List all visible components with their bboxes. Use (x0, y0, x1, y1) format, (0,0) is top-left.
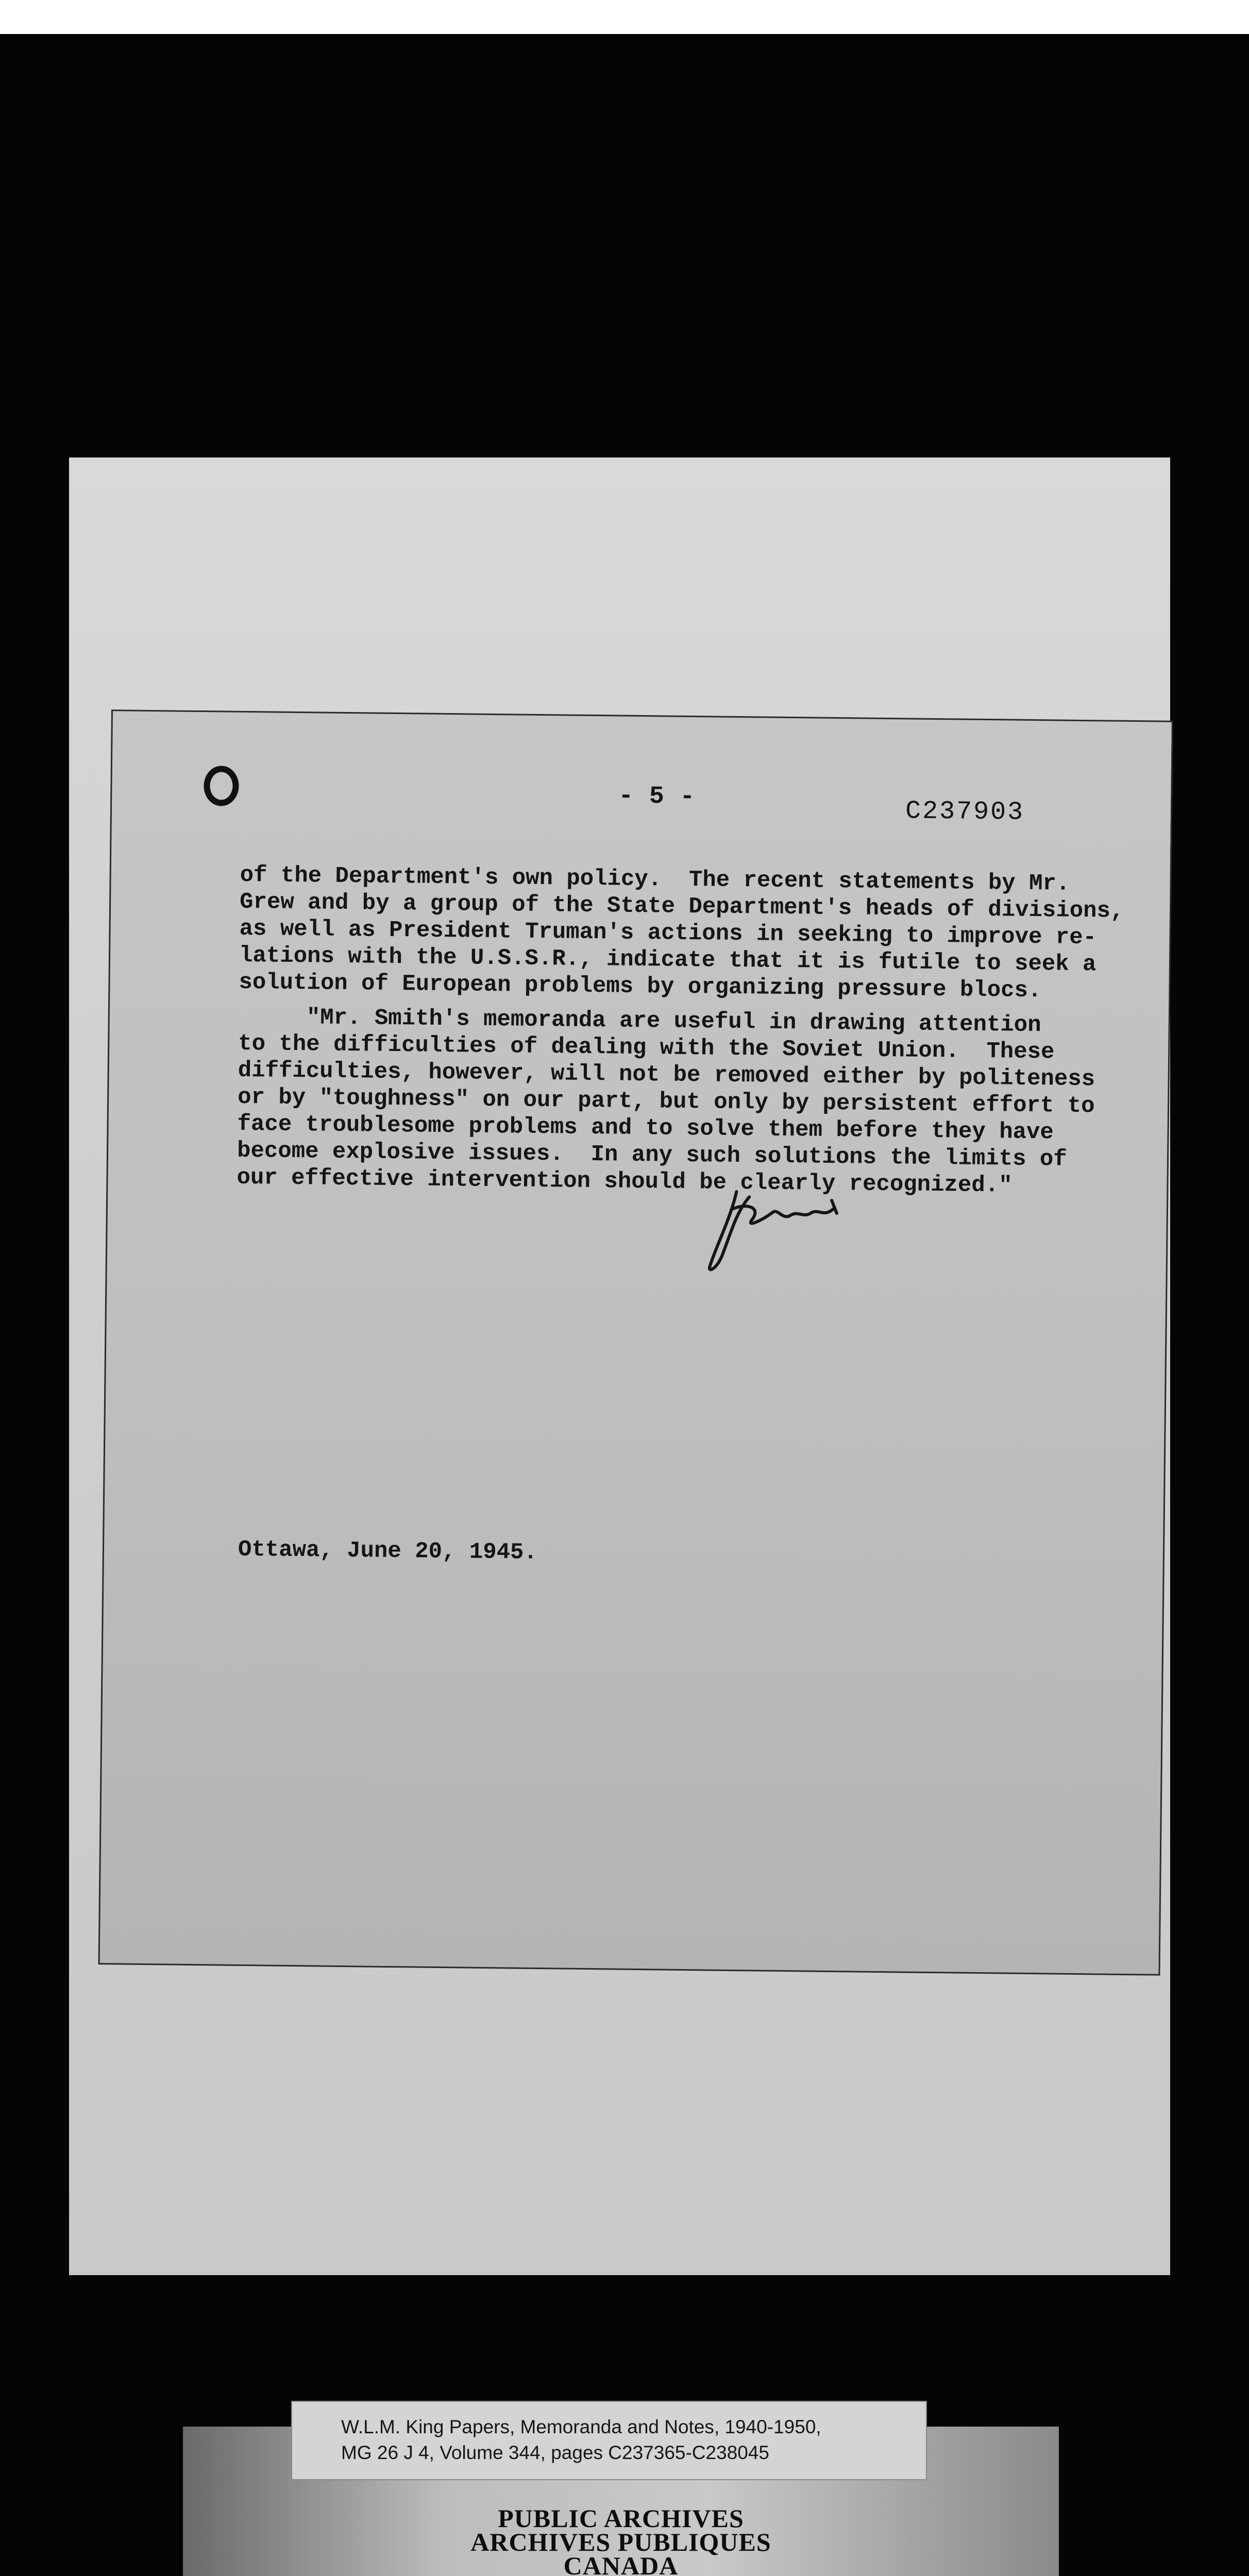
hole-punch-mark (204, 766, 239, 806)
text-line: as well as President Truman's actions in seeking to improve re- (239, 916, 1097, 951)
handwritten-signature (700, 1171, 866, 1275)
paragraph-2 (237, 1004, 1125, 1200)
text-line: difficulties, however, will not be removed either by politeness (238, 1057, 1095, 1093)
archive-label (291, 2401, 927, 2480)
text-line: our effective intervention should be clearly recognized." (237, 1164, 1012, 1199)
stamp-line: CANADA (563, 2551, 679, 2576)
place-date: Ottawa, June 20, 1945. (238, 1536, 538, 1566)
page-number: - 5 - (618, 782, 696, 811)
label-line-2: MG 26 J 4, Volume 344, pages C237365-C238045 (341, 2442, 770, 2463)
stamp-line: PUBLIC ARCHIVES (498, 2504, 744, 2533)
text-line: to the difficulties of dealing with the Soviet Union. These (238, 1030, 1055, 1065)
text-line: or by "toughness" on our part, but only by persistent effort to (237, 1084, 1095, 1120)
document-number: C237903 (905, 796, 1025, 827)
paragraph-1 (239, 862, 1126, 1005)
text-line: become explosive issues. In any such solutions the limits of (237, 1138, 1067, 1173)
text-line: Grew and by a group of the State Department's heads of divisions, (239, 889, 1124, 924)
text-line: solution of European problems by organizing pressure blocs. (239, 969, 1042, 1004)
text-line: of the Department's own policy. The recent statements by Mr. (240, 862, 1070, 897)
text-line: "Mr. Smith's memoranda are useful in drawing attention (238, 1004, 1041, 1039)
label-line-1: W.L.M. King Papers, Memoranda and Notes, 1940-1950, (341, 2416, 821, 2437)
document-page (98, 709, 1173, 1975)
stamp-line: ARCHIVES PUBLIQUES (470, 2528, 771, 2556)
text-line: lations with the U.S.S.R., indicate that it is futile to seek a (239, 942, 1096, 978)
text-line: face troublesome problems and to solve them before they have (237, 1111, 1054, 1146)
